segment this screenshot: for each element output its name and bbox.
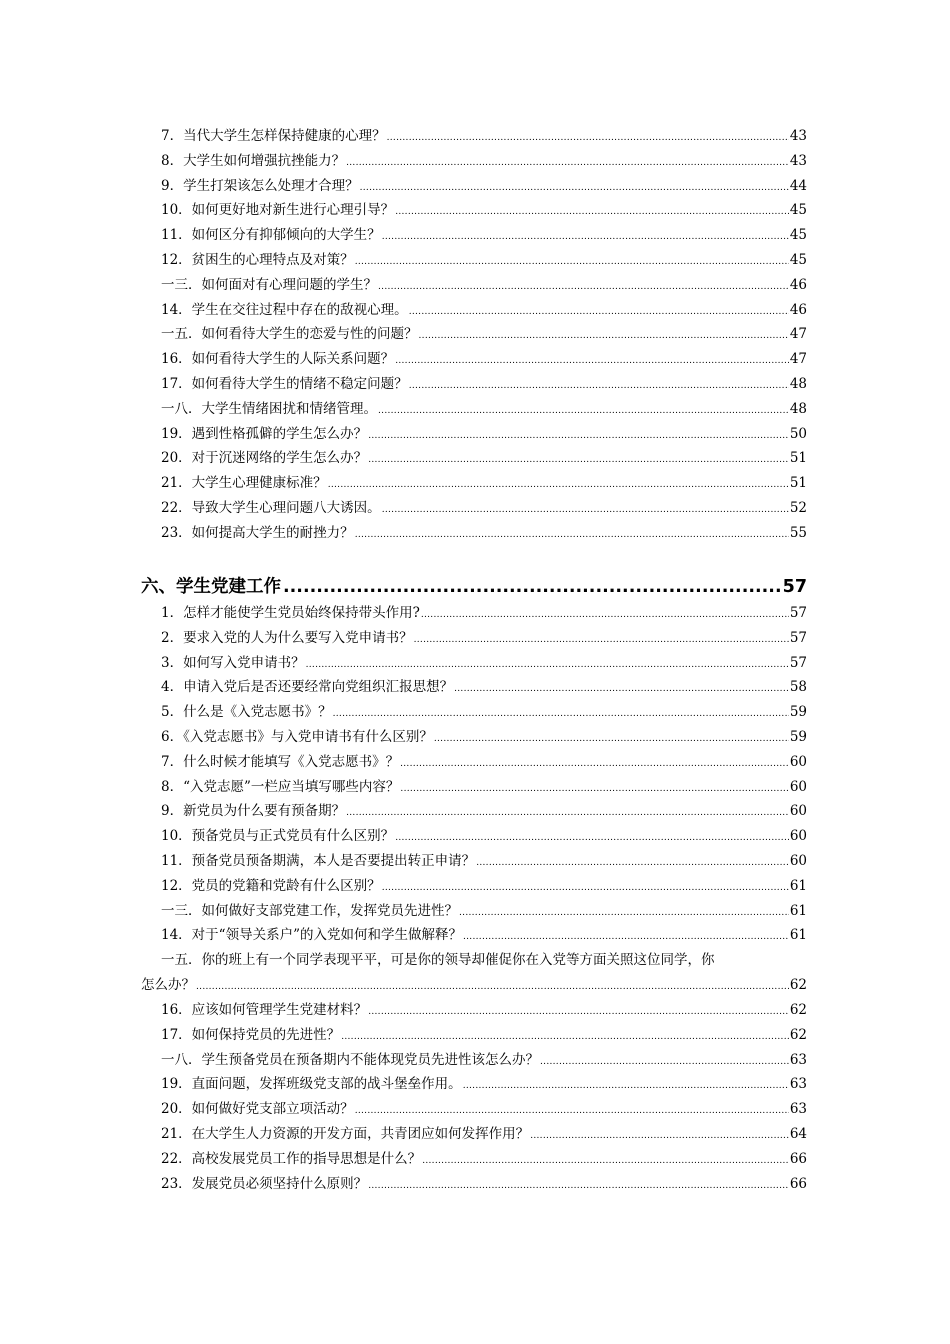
entry-title: 一三．如何做好支部党建工作，发挥党员先进性？ [161, 902, 458, 919]
entry-page-number: 60 [789, 803, 807, 820]
toc-entry[interactable] [141, 347, 807, 372]
entry-title: 8．大学生如何增强抗挫能力？ [161, 152, 346, 169]
dot-leader [355, 1097, 789, 1124]
entry-page-number: 55 [789, 524, 807, 541]
entry-title: 一八．大学生情绪困扰和情绪管理。 [161, 400, 377, 417]
entry-page-number: 62 [789, 1002, 807, 1018]
toc-entry[interactable] [141, 521, 807, 546]
entry-page-number: 63 [789, 1076, 807, 1093]
dot-leader [395, 824, 789, 851]
toc-entry[interactable] [141, 725, 807, 750]
toc-entry[interactable] [141, 1122, 807, 1147]
dot-leader [463, 923, 789, 950]
toc-entry-line1[interactable] [141, 948, 807, 973]
entry-title: 14．对于“领导关系户”的入党如何和学生做解释？ [161, 927, 462, 944]
dot-leader [382, 874, 789, 901]
toc-entry[interactable] [141, 601, 807, 626]
entry-title: 20．如何做好党支部立项活动？ [161, 1101, 354, 1118]
entry-page-number: 45 [789, 251, 807, 268]
dot-leader [341, 1023, 789, 1050]
entry-title: 19．直面问题，发挥班级党支部的战斗堡垒作用。 [161, 1076, 462, 1093]
toc-entry[interactable] [141, 273, 807, 298]
dot-leader [360, 174, 789, 201]
entry-page-number: 66 [789, 1150, 807, 1167]
dot-leader [414, 626, 789, 653]
entry-title: 9．新党员为什么要有预备期？ [161, 803, 346, 820]
dot-leader [196, 973, 789, 1000]
dot-leader [368, 446, 789, 473]
entry-title: 17．如何看待大学生的情绪不稳定问题？ [161, 375, 408, 392]
entry-page-number: 48 [789, 400, 807, 417]
dot-leader [454, 675, 789, 702]
toc-entry[interactable] [141, 700, 807, 725]
toc-entry[interactable] [141, 446, 807, 471]
entry-title: 一五．如何看待大学生的恋爱与性的问题？ [161, 326, 418, 343]
dot-leader [421, 601, 789, 628]
entry-page-number: 62 [789, 976, 807, 993]
toc-entry[interactable] [141, 1072, 807, 1097]
toc-entry[interactable] [141, 174, 807, 199]
entry-title: 3．如何写入党申请书？ [161, 654, 305, 671]
toc-entry[interactable] [141, 471, 807, 496]
dot-leader [409, 298, 789, 325]
toc-group-1 [141, 124, 807, 546]
entry-page-number: 62 [789, 1026, 807, 1043]
dot-leader [346, 149, 789, 176]
dot-leader [419, 322, 789, 349]
toc-entry[interactable] [141, 626, 807, 651]
entry-title: 16．如何看待大学生的人际关系问题？ [161, 351, 395, 368]
toc-entry[interactable] [141, 248, 807, 273]
dot-leader [422, 1147, 789, 1174]
entry-page-number: 46 [789, 301, 807, 318]
entry-page-number: 66 [789, 1175, 807, 1192]
entry-title: 22．高校发展党员工作的指导思想是什么？ [161, 1150, 422, 1167]
entry-page-number: 59 [789, 728, 807, 745]
entry-title: 17．如何保持党员的先进性？ [161, 1026, 341, 1043]
entry-page-number: 61 [789, 927, 807, 944]
dot-leader [283, 573, 781, 601]
dot-leader [378, 273, 789, 300]
toc-entry[interactable] [141, 750, 807, 775]
toc-entry[interactable] [141, 849, 807, 874]
entry-title: 12．党员的党籍和党龄有什么区别？ [161, 877, 381, 894]
toc-entry[interactable] [141, 675, 807, 700]
entry-title: 6．《入党志愿书》与入党申请书有什么区别？ [161, 728, 433, 745]
entry-title: 21．大学生心理健康标准？ [161, 475, 327, 492]
toc-entry[interactable] [141, 496, 807, 521]
toc-entry[interactable] [141, 1023, 807, 1048]
entry-page-number: 45 [789, 202, 807, 219]
dot-leader [459, 899, 789, 926]
dot-leader [400, 750, 789, 777]
entry-page-number: 48 [789, 375, 807, 392]
toc-entry[interactable] [141, 998, 807, 1023]
entry-title: 5．什么是《入党志愿书》？ [161, 704, 332, 721]
entry-page-number: 50 [789, 425, 807, 442]
entry-title: 一八．学生预备党员在预备期内不能体现党员先进性该怎么办？ [161, 1051, 539, 1068]
entry-title: 一三．如何面对有心理问题的学生？ [161, 276, 377, 293]
dot-leader [355, 248, 789, 275]
dot-leader [382, 496, 789, 523]
toc-entry[interactable] [141, 775, 807, 800]
dot-leader [328, 471, 789, 498]
entry-page-number: 45 [789, 227, 807, 244]
entry-page-number: 51 [789, 450, 807, 467]
toc-entry[interactable] [141, 397, 807, 422]
entry-page-number: 58 [789, 679, 807, 696]
entry-page-number: 51 [789, 475, 807, 492]
entry-page-number: 52 [789, 499, 807, 516]
toc-entry[interactable] [141, 923, 807, 948]
toc-entry[interactable] [141, 372, 807, 397]
entry-page-number: 60 [789, 828, 807, 845]
entry-title-cont: 怎么办？ [141, 976, 195, 993]
toc-entry[interactable] [141, 1172, 807, 1197]
entry-title: 7．当代大学生怎样保持健康的心理？ [161, 128, 386, 144]
toc-entry[interactable] [141, 322, 807, 347]
toc-entry[interactable] [141, 422, 807, 447]
entry-page-number: 60 [789, 852, 807, 869]
toc-entry[interactable] [141, 1048, 807, 1073]
toc-entry[interactable] [141, 124, 807, 149]
dot-leader [368, 998, 789, 1025]
entry-page-number: 59 [789, 704, 807, 721]
toc-section-heading[interactable] [141, 573, 807, 601]
dot-leader [395, 347, 789, 374]
toc-entry[interactable] [141, 799, 807, 824]
dot-leader [476, 849, 789, 876]
dot-leader [368, 1172, 789, 1199]
entry-page-number: 44 [789, 177, 807, 194]
entry-title: 14．学生在交往过程中存在的敌视心理。 [161, 301, 408, 318]
toc-entry[interactable] [141, 298, 807, 323]
toc-entry-line2[interactable] [141, 973, 807, 998]
entry-page-number: 43 [789, 128, 807, 144]
entry-title: 2．要求入党的人为什么要写入党申请书？ [161, 629, 413, 646]
entry-page-number: 64 [789, 1125, 807, 1142]
dot-leader [355, 521, 789, 548]
dot-leader [400, 775, 788, 802]
toc-entry[interactable] [141, 223, 807, 248]
entry-title: 7．什么时候才能填写《入党志愿书》？ [161, 753, 400, 770]
entry-title: 22．导致大学生心理问题八大诱因。 [161, 499, 381, 516]
section-page-number: 57 [782, 577, 807, 597]
dot-leader [382, 223, 789, 250]
toc-wrapped-entry[interactable] [141, 948, 807, 998]
dot-leader [306, 651, 789, 678]
entry-title: 10．如何更好地对新生进行心理引导？ [161, 202, 395, 219]
entry-title: 12．贫困生的心理特点及对策？ [161, 251, 354, 268]
toc-entry[interactable] [141, 198, 807, 223]
toc-entry[interactable] [141, 824, 807, 849]
entry-title: 8．“入党志愿”一栏应当填写哪些内容？ [161, 778, 400, 795]
entry-page-number: 60 [789, 753, 807, 770]
entry-page-number: 63 [789, 1051, 807, 1068]
dot-leader [395, 198, 789, 225]
entry-title: 19．遇到性格孤僻的学生怎么办？ [161, 425, 368, 442]
dot-leader [387, 124, 789, 151]
toc-entry[interactable] [141, 149, 807, 174]
entry-page-number: 47 [789, 326, 807, 343]
dot-leader [368, 422, 789, 449]
dot-leader [530, 1122, 789, 1149]
entry-title: 16．应该如何管理学生党建材料？ [161, 1002, 368, 1018]
entry-title: 1．怎样才能使学生党员始终保持带头作用? [161, 605, 420, 621]
dot-leader [540, 1048, 789, 1075]
dot-leader [333, 700, 789, 727]
entry-title: 21．在大学生人力资源的开发方面，共青团应如何发挥作用？ [161, 1125, 530, 1142]
entry-title: 20．对于沉迷网络的学生怎么办？ [161, 450, 368, 467]
entry-page-number: 46 [789, 276, 807, 293]
dot-leader [463, 1072, 789, 1099]
dot-leader [346, 799, 789, 826]
section-entry[interactable] [141, 573, 807, 601]
toc-entry[interactable] [141, 874, 807, 899]
entry-title: 一五．你的班上有一个同学表现平平，可是你的领导却催促你在入党等方面关照这位同学，你 [161, 952, 715, 968]
entry-title: 23．发展党员必须坚持什么原则？ [161, 1175, 368, 1192]
toc-group-2a [141, 601, 807, 948]
entry-page-number: 47 [789, 351, 807, 368]
toc-entry[interactable] [141, 899, 807, 924]
section-title: 六、学生党建工作 [141, 577, 281, 597]
toc-entry[interactable] [141, 1147, 807, 1172]
dot-leader [378, 397, 789, 424]
entry-title: 11．预备党员预备期满，本人是否要提出转正申请？ [161, 852, 476, 869]
entry-page-number: 57 [789, 654, 807, 671]
entry-title: 10．预备党员与正式党员有什么区别？ [161, 828, 395, 845]
entry-page-number: 61 [789, 877, 807, 894]
dot-leader [409, 372, 789, 399]
entry-page-number: 57 [789, 605, 807, 621]
entry-page-number: 43 [789, 152, 807, 169]
entry-page-number: 60 [789, 778, 807, 795]
entry-title: 23．如何提高大学生的耐挫力？ [161, 524, 354, 541]
entry-page-number: 63 [789, 1101, 807, 1118]
entry-page-number: 61 [789, 902, 807, 919]
toc-entry[interactable] [141, 651, 807, 676]
entry-title: 4．申请入党后是否还要经常向党组织汇报思想？ [161, 679, 454, 696]
entry-page-number: 57 [789, 629, 807, 646]
entry-title: 9．学生打架该怎么处理才合理？ [161, 177, 359, 194]
entry-title: 11．如何区分有抑郁倾向的大学生？ [161, 227, 381, 244]
toc-group-2b [141, 998, 807, 1196]
toc-entry[interactable] [141, 1097, 807, 1122]
dot-leader [434, 725, 789, 752]
